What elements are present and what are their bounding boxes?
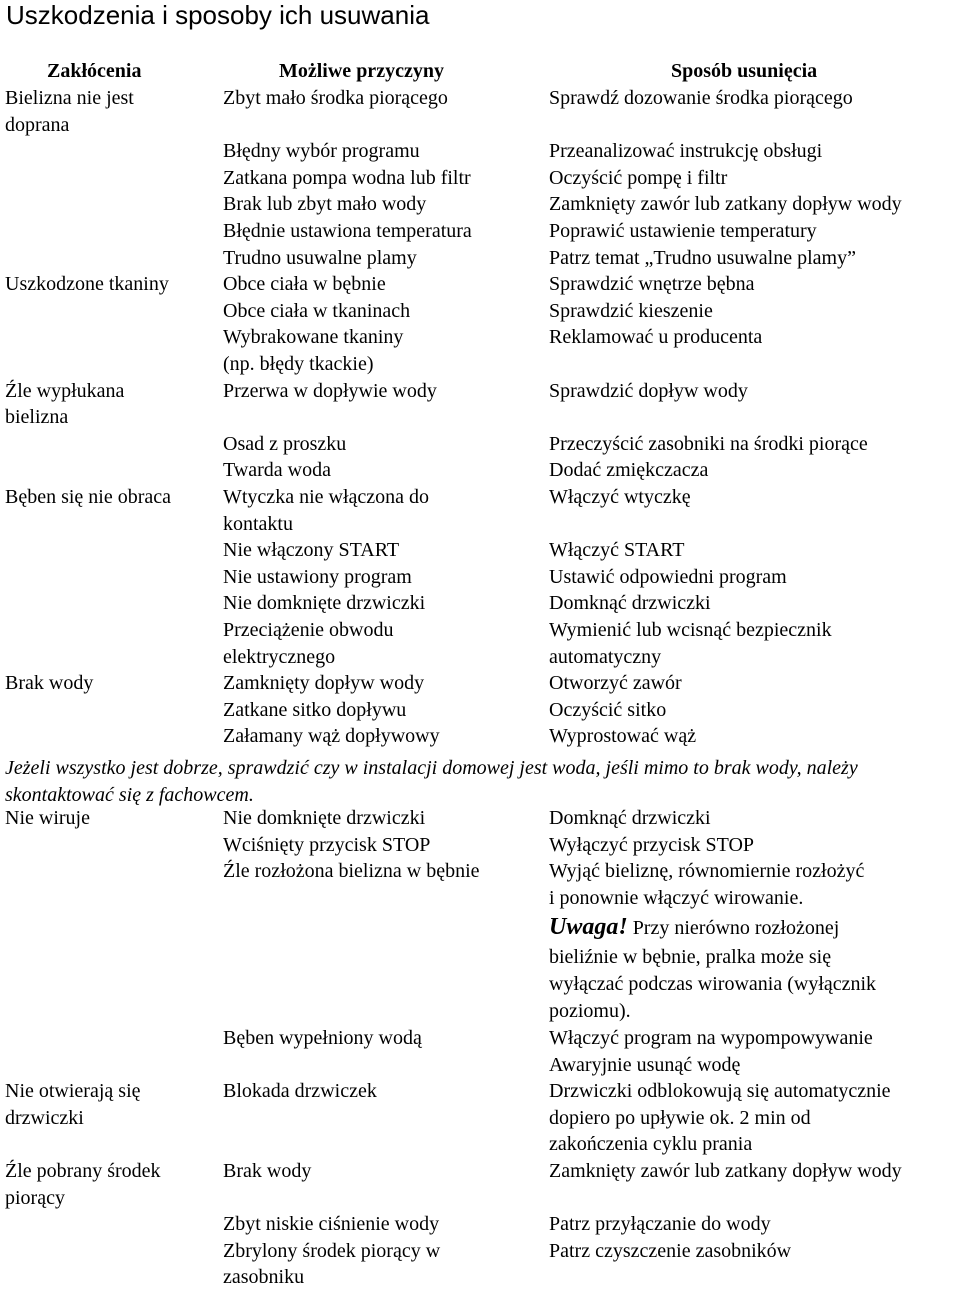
header-sposob: Sposób usunięcia — [671, 60, 818, 82]
table-cell-c3: automatyczny — [549, 645, 662, 668]
table-cell-c1: Brak wody — [5, 672, 94, 695]
table-cell-c1: Źle pobrany środek — [5, 1160, 161, 1182]
table-cell-c2: Blokada drzwiczek — [223, 1080, 377, 1103]
table-cell-c1: Źle wypłukana — [5, 379, 125, 402]
table-cell-c3: Sprawdź dozowanie środka piorącego — [549, 87, 853, 109]
table-cell-c3: Wyjąć bieliznę, równomiernie rozłożyć — [549, 860, 865, 883]
table-cell-c1: Nie otwierają się — [5, 1080, 141, 1103]
table-cell-c3: Drzwiczki odblokowują się automatycznie — [549, 1080, 891, 1103]
table-cell-c3: dopiero po upływie ok. 2 min od — [549, 1106, 811, 1129]
table-cell-c3: Ustawić odpowiedni program — [549, 565, 787, 588]
uwaga-line-1 — [549, 914, 839, 942]
table-cell-c3: Włączyć START — [549, 539, 685, 562]
table-cell-c2: zasobniku — [223, 1266, 305, 1289]
table-cell-c3: Włączyć program na wypompowywanie — [549, 1027, 873, 1049]
table-cell-c3: Przeczyścić zasobniki na środki piorące — [549, 432, 868, 455]
table-cell-c3: Oczyścić sitko — [549, 698, 667, 721]
table-cell-c1: Bęben się nie obraca — [5, 486, 172, 508]
table-cell-c3: Patrz czyszczenie zasobników — [549, 1239, 792, 1262]
table-cell-c2: Nie domknięte drzwiczki — [223, 592, 426, 615]
page-title: Uszkodzenia i sposoby ich usuwania — [6, 0, 430, 30]
table-cell-c3: Przeanalizować instrukcję obsługi — [549, 140, 823, 163]
table-cell-c2: elektrycznego — [223, 645, 336, 668]
table-cell-c3: Otworzyć zawór — [549, 672, 682, 695]
table-cell-c1: doprana — [5, 113, 70, 136]
table-cell-c1: bielizna — [5, 406, 69, 429]
table-cell-c2: Błędny wybór programu — [223, 140, 420, 163]
table-cell-c3: Domknąć drzwiczki — [549, 592, 711, 615]
table-cell-c3: Sprawdzić wnętrze bębna — [549, 273, 755, 296]
table-cell-c2: Nie domknięte drzwiczki — [223, 807, 426, 829]
uwaga-line-3: wyłączać podczas wirowania (wyłącznik — [549, 973, 877, 995]
table-cell-c2: Zbrylony środek piorący w — [223, 1239, 441, 1262]
table-cell-c3: Zamknięty zawór lub zatkany dopływ wody — [549, 1160, 902, 1182]
table-cell-c2: Wtyczka nie włączona do — [223, 486, 430, 508]
table-cell-c2: Obce ciała w bębnie — [223, 273, 386, 296]
table-cell-c3: zakończenia cyklu prania — [549, 1133, 753, 1156]
table-cell-c3: Patrz przyłączanie do wody — [549, 1213, 771, 1236]
header-przyczyny: Możliwe przyczyny — [279, 60, 444, 82]
table-cell-c2: (np. błędy tkackie) — [223, 353, 374, 375]
table-cell-c3: Dodać zmiękczacza — [549, 459, 709, 482]
table-cell-c2: Przerwa w dopływie wody — [223, 379, 437, 402]
table-cell-c3: Wymienić lub wcisnąć bezpiecznik — [549, 619, 832, 641]
table-cell-c3: Oczyścić pompę i filtr — [549, 166, 728, 189]
table-cell-c1: drzwiczki — [5, 1106, 84, 1129]
table-cell-c2: Błędnie ustawiona temperatura — [223, 220, 472, 242]
table-cell-c2: Brak wody — [223, 1160, 312, 1182]
table-cell-c2: Nie włączony START — [223, 539, 400, 562]
uwaga-text-1: Przy nierówno rozłożonej — [627, 917, 840, 939]
table-cell-c2: Źle rozłożona bielizna w bębnie — [223, 860, 480, 883]
table-cell-c1: piorący — [5, 1186, 65, 1209]
table-cell-c2: Twarda woda — [223, 459, 331, 482]
table-cell-c2: Nie ustawiony program — [223, 565, 412, 588]
table-cell-c3: Reklamować u producenta — [549, 326, 763, 349]
table-cell-c3: Domknąć drzwiczki — [549, 807, 711, 829]
table-cell-c2: Osad z proszku — [223, 432, 347, 455]
table-cell-c3: Sprawdzić kieszenie — [549, 299, 713, 322]
table-cell-c1: Bielizna nie jest — [5, 87, 134, 109]
table-cell-c2: Przeciążenie obwodu — [223, 619, 394, 641]
header-zaklocenia: Zakłócenia — [47, 60, 142, 82]
table-cell-c2: Obce ciała w tkaninach — [223, 299, 411, 322]
table-cell-c3: Poprawić ustawienie temperatury — [549, 220, 817, 242]
table-cell-c3: Wyłączyć przycisk STOP — [549, 833, 755, 856]
table-cell-c3: Zamknięty zawór lub zatkany dopływ wody — [549, 193, 902, 216]
table-cell-c1: Nie wiruje — [5, 807, 90, 829]
table-cell-c2: Zatkana pompa wodna lub filtr — [223, 166, 471, 189]
table-cell-c2: Załamany wąż dopływowy — [223, 725, 440, 748]
table-cell-c2: Wybrakowane tkaniny — [223, 326, 404, 349]
table-cell-c2: kontaktu — [223, 512, 293, 535]
uwaga-line-2: bieliźnie w bębnie, pralka może się — [549, 946, 832, 968]
table-cell-c2: Zamknięty dopływ wody — [223, 672, 425, 695]
table-cell-c2: Bęben wypełniony wodą — [223, 1027, 422, 1049]
table-cell-c2: Wciśnięty przycisk STOP — [223, 833, 431, 856]
table-cell-c3: Sprawdzić dopływ wody — [549, 379, 748, 402]
note-paragraph: Jeżeli wszystko jest dobrze, sprawdzić czy w instalacji domowej jest woda, jeśli mimo to brak wody, należy skontaktować się z fachowcem. — [5, 757, 858, 806]
table-cell-c3: i ponownie włączyć wirowanie. — [549, 886, 804, 909]
table-cell-c2: Zbyt mało środka piorącego — [223, 87, 448, 109]
table-cell-c2: Brak lub zbyt mało wody — [223, 193, 427, 216]
table-cell-c3: Awaryjnie usunąć wodę — [549, 1053, 741, 1076]
table-cell-c2: Zbyt niskie ciśnienie wody — [223, 1213, 440, 1236]
table-cell-c3: Patrz temat „Trudno usuwalne plamy” — [549, 246, 856, 269]
uwaga-line-4: poziomu). — [549, 1000, 631, 1022]
uwaga-word: Uwaga! — [549, 914, 628, 940]
table-cell-c2: Zatkane sitko dopływu — [223, 698, 407, 721]
table-cell-c1: Uszkodzone tkaniny — [5, 273, 169, 296]
table-cell-c2: Trudno usuwalne plamy — [223, 246, 417, 269]
table-cell-c3: Włączyć wtyczkę — [549, 486, 691, 508]
table-cell-c3: Wyprostować wąż — [549, 725, 697, 748]
